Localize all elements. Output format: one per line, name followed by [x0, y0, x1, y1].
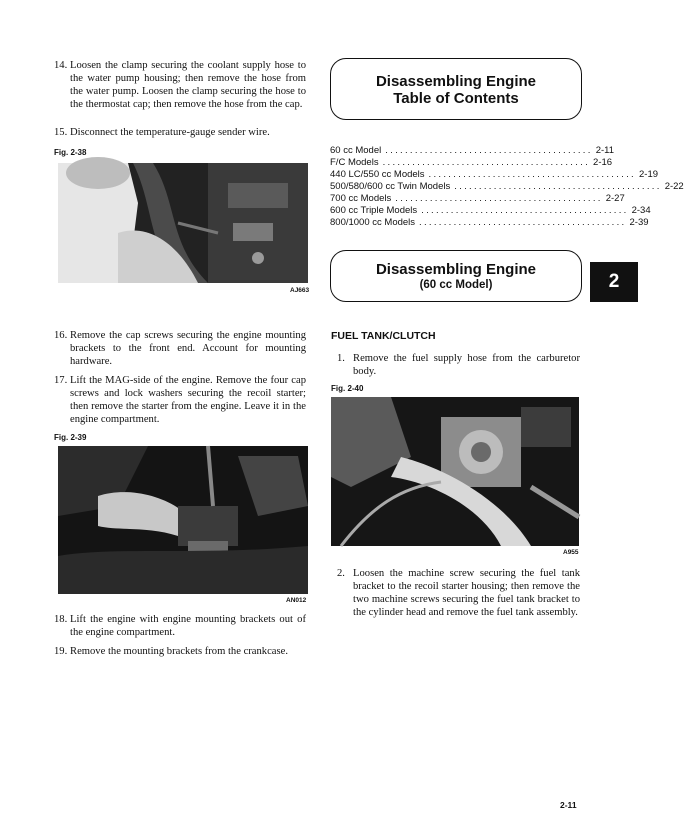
step-text: Remove the mounting brackets from the crankcase. — [70, 646, 288, 657]
toc-entry-page: 2-19 — [639, 169, 659, 180]
page-number: 2-11 — [560, 800, 577, 810]
section-heading-line1: Disassembling Engine — [375, 261, 537, 278]
step-number: 2. — [337, 568, 345, 579]
toc-entry-label: 500/580/600 cc Twin Models — [330, 181, 451, 192]
step-number: 17. — [54, 375, 68, 386]
photo-code: A955 — [563, 549, 579, 556]
toc-entry — [330, 145, 615, 157]
photo-code: AJ663 — [290, 287, 310, 294]
figure-label: Fig. 2-39 — [54, 433, 87, 442]
step-text: Lift the engine with engine mounting brackets out of the engine compartment. — [70, 614, 306, 638]
step-1 — [337, 352, 580, 378]
toc-entry-page: 2-34 — [631, 205, 651, 216]
figure-label: Fig. 2-38 — [54, 148, 87, 157]
toc-entry — [330, 157, 613, 169]
step-14 — [54, 59, 306, 111]
toc-heading-line2: Table of Contents — [393, 90, 519, 107]
toc-entry — [330, 217, 649, 229]
step-number: 18. — [54, 614, 68, 625]
toc-entry-page: 2-39 — [629, 217, 649, 228]
toc-entry — [330, 193, 625, 205]
figure-photo-engine-compartment — [58, 446, 308, 594]
step-18 — [54, 613, 306, 639]
figure-photo-engine-hoses — [58, 163, 308, 283]
photo-code: AN012 — [286, 597, 307, 604]
toc-dot-leader: .......................................... — [382, 157, 591, 168]
section-heading-box — [330, 250, 582, 302]
step-17 — [54, 374, 306, 426]
step-text: Disconnect the temperature-gauge sender wire. — [70, 127, 270, 138]
step-number: 19. — [54, 646, 68, 657]
toc-dot-leader: .......................................... — [419, 217, 627, 228]
toc-dot-leader: .......................................... — [428, 169, 636, 180]
step-16 — [54, 329, 306, 368]
subsection-heading: FUEL TANK/CLUTCH — [331, 330, 436, 342]
toc-heading-line1: Disassembling Engine — [375, 73, 537, 90]
step-text: Remove the cap screws securing the engine mounting brackets to the front end. Account for mounting hardware. — [70, 330, 306, 367]
toc-entry-label: 440 LC/550 cc Models — [330, 169, 425, 180]
toc-entry — [330, 181, 684, 193]
step-text: Remove the fuel supply hose from the carburetor body. — [353, 353, 580, 377]
step-2 — [337, 567, 580, 619]
toc-entry-page: 2-22 — [664, 181, 684, 192]
step-text: Loosen the machine screw securing the fuel tank bracket to the recoil starter housing; then remove the two machine screws securing the fuel tank bracket to the cylinder head and remove the fuel tank assembly. — [353, 568, 580, 618]
toc-entry-page: 2-27 — [605, 193, 625, 204]
step-text: Lift the MAG-side of the engine. Remove the four cap screws and lock washers securing the recoil starter; then remove the starter from the engine. Leave it in the engine compartment. — [70, 375, 306, 425]
toc-entry-label: 60 cc Model — [330, 145, 382, 156]
figure-label: Fig. 2-40 — [331, 384, 364, 393]
step-text: Loosen the clamp securing the coolant supply hose to the water pump housing; then remove the hose from the water pump. Loosen the clamp securing the hose to the thermostat cap; then remove the hose from the cap. — [70, 60, 306, 110]
toc-entry-label: 600 cc Triple Models — [330, 205, 418, 216]
toc-entry — [330, 169, 659, 181]
toc-dot-leader: .......................................... — [454, 181, 662, 192]
toc-entry-label: F/C Models — [330, 157, 379, 168]
figure-photo-carburetor — [331, 397, 579, 546]
step-15 — [54, 126, 306, 139]
toc-entry-page: 2-11 — [595, 145, 615, 156]
toc-entry-label: 700 cc Models — [330, 193, 392, 204]
step-number: 15. — [54, 127, 68, 138]
step-number: 16. — [54, 330, 68, 341]
step-number: 1. — [337, 353, 345, 364]
toc-dot-leader: .......................................... — [421, 205, 629, 216]
step-19 — [54, 645, 306, 658]
chapter-tab: 2 — [590, 262, 638, 302]
toc-entry-label: 800/1000 cc Models — [330, 217, 416, 228]
section-heading-line2: (60 cc Model) — [419, 279, 493, 291]
toc-dot-leader: .......................................... — [395, 193, 603, 204]
toc-entry-page: 2-16 — [593, 157, 613, 168]
toc-heading-box — [330, 58, 582, 120]
toc-dot-leader: .......................................... — [385, 145, 593, 156]
step-number: 14. — [54, 60, 68, 71]
toc-entry — [330, 205, 651, 217]
